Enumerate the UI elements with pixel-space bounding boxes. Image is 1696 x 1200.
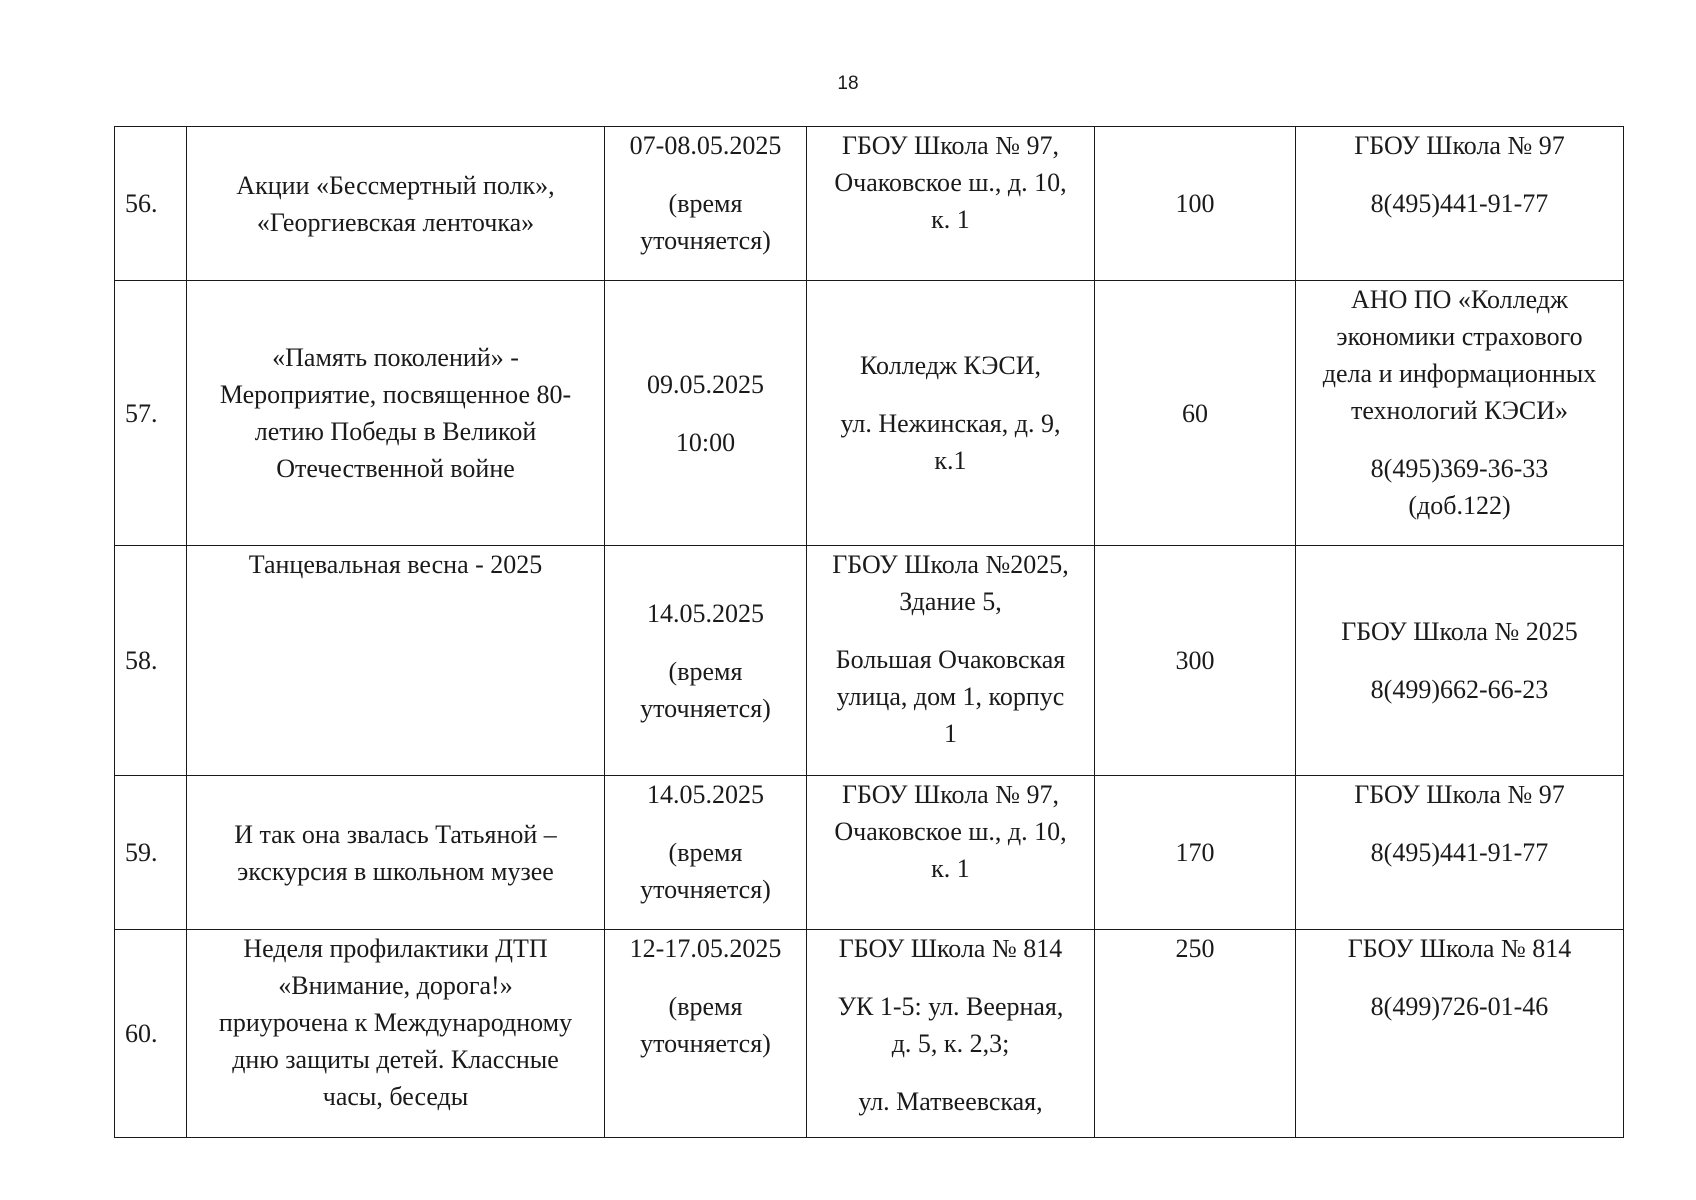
organizer	[1296, 281, 1624, 546]
event-date	[605, 930, 807, 1138]
event-name	[187, 776, 605, 930]
place-line: УК 1-5: ул. Веерная,	[837, 992, 1064, 1021]
event-date	[605, 546, 807, 776]
phone-line: (доб.122)	[1408, 491, 1511, 520]
event-line: «Память поколений» -	[272, 343, 519, 372]
table-row	[115, 546, 1624, 776]
event-line: экскурсия в школьном музее	[237, 856, 554, 886]
event-place	[807, 776, 1095, 930]
place-line: ГБОУ Школа № 97,	[841, 780, 1060, 809]
organizer	[1296, 776, 1624, 930]
event-place	[807, 127, 1095, 281]
organizer-line: дела и информационных	[1322, 359, 1597, 388]
place-line: Очаковское ш., д. 10,	[834, 817, 1067, 846]
event-date	[605, 281, 807, 546]
time-line: (время	[668, 189, 743, 218]
row-number: 58.	[115, 546, 187, 776]
date-line: 12-17.05.2025	[629, 934, 782, 963]
event-place	[807, 546, 1095, 776]
place-name-line: Здание 5,	[899, 587, 1002, 616]
event-date	[605, 127, 807, 281]
time-line: уточняется)	[640, 226, 771, 255]
event-line: дню защиты детей. Классные	[232, 1045, 559, 1074]
organizer-line: технологий КЭСИ»	[1350, 396, 1569, 425]
organizer	[1296, 930, 1624, 1138]
event-line: Мероприятие, посвященное 80-	[219, 380, 572, 409]
page-number: 18	[837, 73, 859, 94]
place-name-line: ГБОУ Школа № 814	[838, 934, 1063, 963]
event-place	[807, 930, 1095, 1138]
phone-line: 8(499)726-01-46	[1370, 992, 1549, 1021]
event-line: «Георгиевская ленточка»	[256, 207, 535, 237]
place-line: к.1	[934, 446, 967, 475]
event-line: летию Победы в Великой	[254, 417, 537, 446]
time-line: уточняется)	[640, 1029, 771, 1058]
date-line: 14.05.2025	[647, 780, 764, 809]
event-name	[187, 281, 605, 546]
organizer-line: экономики страхового	[1336, 322, 1583, 351]
place-line: 1	[944, 719, 957, 748]
date-line: 14.05.2025	[647, 598, 764, 628]
place-line: ул. Матвеевская,	[858, 1087, 1043, 1116]
table-row	[115, 776, 1624, 930]
date-line: 07-08.05.2025	[629, 131, 782, 160]
table-row	[115, 127, 1624, 281]
time-line: уточняется)	[640, 875, 771, 904]
time-line: (время	[668, 838, 743, 867]
place-line: улица, дом 1, корпус	[836, 682, 1065, 711]
phone-line: 8(495)441-91-77	[1370, 838, 1549, 867]
event-name	[187, 546, 605, 776]
row-number: 56.	[115, 127, 187, 281]
date-line: 09.05.2025	[647, 369, 764, 399]
event-line: Неделя профилактики ДТП	[243, 934, 548, 963]
participant-count: 300	[1095, 546, 1296, 776]
organizer-line: ГБОУ Школа № 2025	[1341, 617, 1578, 646]
phone-line: 8(495)369-36-33	[1370, 454, 1549, 483]
place-line: Большая Очаковская	[835, 645, 1066, 674]
event-line: часы, беседы	[322, 1082, 469, 1111]
organizer-line: АНО ПО «Колледж	[1351, 285, 1568, 314]
participant-count: 100	[1095, 127, 1296, 281]
place-line: ул. Нежинская, д. 9,	[840, 409, 1061, 438]
phone-line: 8(495)441-91-77	[1370, 189, 1549, 218]
participant-count: 250	[1095, 930, 1296, 1138]
organizer	[1296, 546, 1624, 776]
event-date	[605, 776, 807, 930]
place-line: ГБОУ Школа № 97,	[841, 131, 1060, 160]
phone-line: 8(499)662-66-23	[1370, 675, 1549, 704]
row-number: 57.	[115, 281, 187, 546]
event-line: «Внимание, дорога!»	[278, 971, 513, 1000]
place-line: Очаковское ш., д. 10,	[834, 168, 1067, 197]
event-line: Отечественной войне	[276, 454, 515, 483]
event-line: Танцевальная весна - 2025	[248, 550, 543, 579]
row-number: 59.	[115, 776, 187, 930]
event-line: И так она звалась Татьяной –	[234, 819, 557, 849]
participant-count: 60	[1095, 281, 1296, 546]
place-line: к. 1	[931, 854, 970, 883]
place-name-line: Колледж КЭСИ,	[860, 351, 1041, 380]
event-line: Акции «Бессмертный полк»,	[236, 170, 555, 200]
place-line: к. 1	[931, 205, 970, 234]
event-place	[807, 281, 1095, 546]
participant-count: 170	[1095, 776, 1296, 930]
table-row	[115, 281, 1624, 546]
event-name	[187, 930, 605, 1138]
place-name-line: ГБОУ Школа №2025,	[832, 550, 1069, 579]
organizer-line: ГБОУ Школа № 97	[1354, 131, 1565, 160]
organizer	[1296, 127, 1624, 281]
event-line: приурочена к Международному	[218, 1008, 573, 1037]
time-line: (время	[668, 656, 743, 686]
time-line: уточняется)	[640, 693, 771, 723]
row-number: 60.	[115, 930, 187, 1138]
events-table	[114, 126, 1624, 1138]
time-line: 10:00	[675, 427, 736, 457]
table-row	[115, 930, 1624, 1138]
organizer-line: ГБОУ Школа № 97	[1354, 780, 1565, 809]
place-line: д. 5, к. 2,3;	[891, 1029, 1010, 1058]
event-name	[187, 127, 605, 281]
time-line: (время	[668, 992, 743, 1021]
organizer-line: ГБОУ Школа № 814	[1347, 934, 1572, 963]
